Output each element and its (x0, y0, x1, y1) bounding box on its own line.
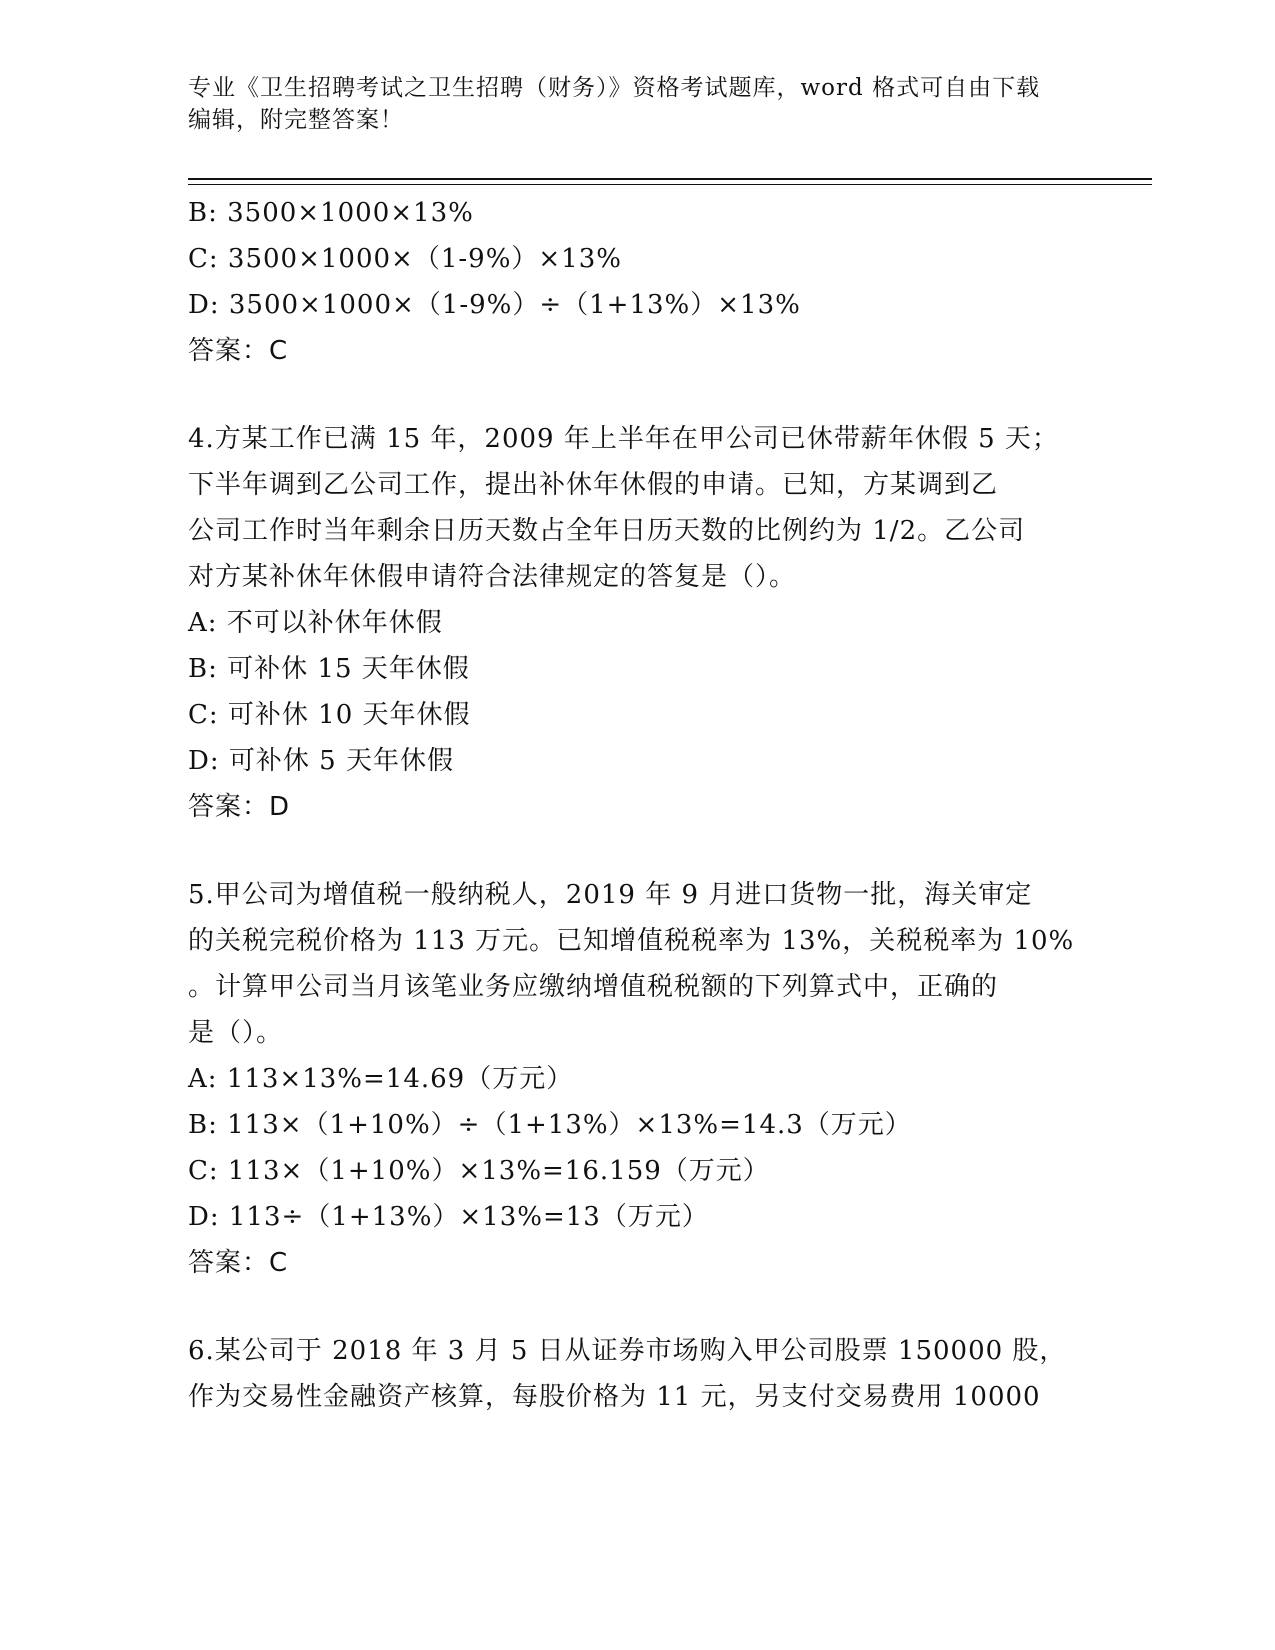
q5-stem-line: 的关税完税价格为 113 万元。已知增值税税率为 13%，关税税率为 10% (188, 926, 1075, 956)
q6-stem-line: 作为交易性金融资产核算，每股价格为 11 元，另支付交易费用 10000 (188, 1382, 1041, 1412)
question-3 (188, 190, 1088, 374)
page-header (188, 72, 1088, 136)
q4-stem-line: 公司工作时当年剩余日历天数占全年日历天数的比例约为 1/2。乙公司 (188, 516, 1026, 546)
q3-option-b: B: 3500×1000×13% (188, 198, 474, 228)
header-line-2: 编辑，附完整答案！ (188, 107, 404, 133)
q4-option-d: D: 可补休 5 天年休假 (188, 746, 454, 776)
header-line-1: 专业《卫生招聘考试之卫生招聘（财务）》资格考试题库，word 格式可自由下载 (188, 75, 1041, 101)
q5-option-d: D: 113÷（1+13%）×13%=13（万元） (188, 1202, 709, 1232)
q3-option-d: D: 3500×1000×（1-9%）÷（1+13%）×13% (188, 290, 801, 320)
question-5 (188, 872, 1088, 1286)
q5-option-a: A: 113×13%=14.69（万元） (188, 1064, 574, 1094)
q5-stem-line: 。计算甲公司当月该笔业务应缴纳增值税税额的下列算式中，正确的 (188, 972, 999, 1002)
q4-option-a: A: 不可以补休年休假 (188, 608, 443, 638)
q5-stem (188, 872, 1088, 1056)
q5-option-b: B: 113×（1+10%）÷（1+13%）×13%=14.3（万元） (188, 1110, 912, 1140)
header-divider-thick (188, 178, 1152, 180)
document-body (188, 190, 1088, 1420)
q5-stem-line: 5.甲公司为增值税一般纳税人，2019 年 9 月进口货物一批，海关审定 (188, 880, 1033, 910)
q4-option-b: B: 可补休 15 天年休假 (188, 654, 470, 684)
q5-option-c: C: 113×（1+10%）×13%=16.159（万元） (188, 1156, 770, 1186)
q4-stem-line: 下半年调到乙公司工作，提出补休年休假的申请。已知，方某调到乙 (188, 470, 999, 500)
question-4 (188, 416, 1088, 830)
q6-stem (188, 1328, 1088, 1420)
spacer (188, 374, 1088, 416)
q4-answer: 答案：D (188, 792, 291, 822)
q6-stem-line: 6.某公司于 2018 年 3 月 5 日从证券市场购入甲公司股票 150000 股， (188, 1336, 1067, 1366)
q4-option-c: C: 可补休 10 天年休假 (188, 700, 471, 730)
q3-answer: 答案：C (188, 336, 289, 366)
header-divider-thin (188, 184, 1152, 185)
q5-stem-line: 是（）。 (188, 1018, 284, 1048)
q4-stem-line: 对方某补休年休假申请符合法律规定的答复是（）。 (188, 562, 797, 592)
spacer (188, 830, 1088, 872)
question-6 (188, 1328, 1088, 1420)
q4-stem (188, 416, 1088, 600)
q3-option-c: C: 3500×1000×（1-9%）×13% (188, 244, 622, 274)
q5-answer: 答案：C (188, 1248, 289, 1278)
q4-stem-line: 4.方某工作已满 15 年，2009 年上半年在甲公司已休带薪年休假 5 天； (188, 424, 1059, 454)
spacer (188, 1286, 1088, 1328)
